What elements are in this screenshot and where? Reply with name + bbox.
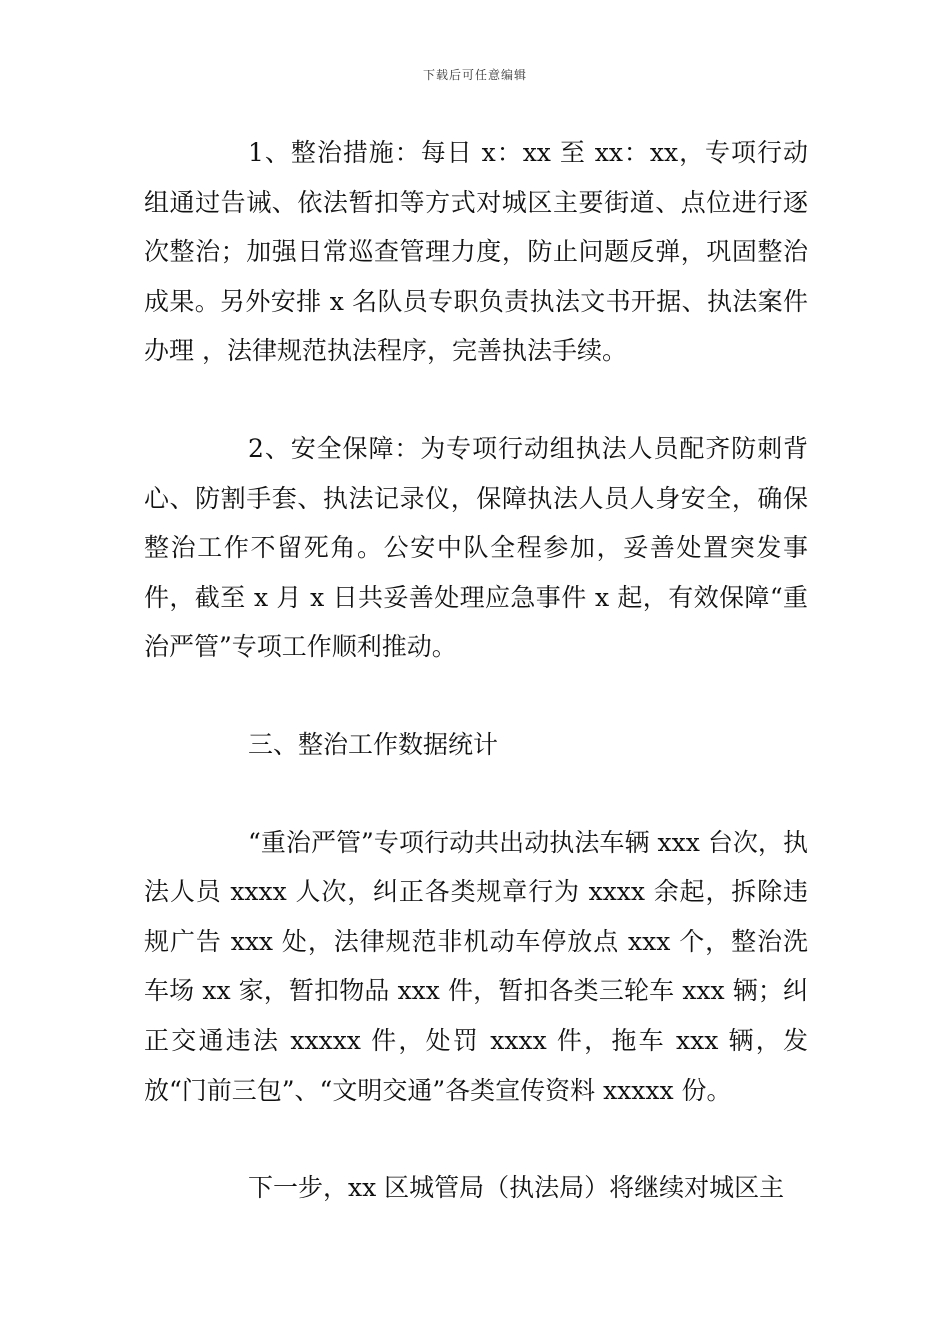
page-header: 下载后可任意编辑 <box>422 68 527 82</box>
document-body <box>144 128 808 1213</box>
paragraph-next-step: 下一步，xx 区城管局（执法局）将继续对城区主 <box>248 1173 785 1203</box>
section-heading: 三、整治工作数据统计 <box>248 729 499 759</box>
paragraph-statistics: “重治严管”专项行动共出动执法车辆 xxx 台次，执法人员 xxxx 人次，纠正各类规章行为 xxxx 余起，拆除违规广告 xxx 处，法律规范非机动车停放点 xxx 个，整治洗车场 xx 家，暂扣物品 xxx 件，暂扣各类三轮车 xxx 辆；纠正交通违法 xxxxx 件，处罚 xxxx 件，拖车 xxx 辆，发放“门前三包”、“文明交通”各类宣传资料 xxxxx 份。 <box>144 827 808 1105</box>
paragraph-measures: 1、整治措施：每日 x：xx 至 xx：xx，专项行动组通过告诫、依法暂扣等方式对城区主要街道、点位进行逐次整治；加强日常巡查管理力度，防止问题反弹，巩固整治成果。另外安排 x 名队员专职负责执法文书开据、执法案件办理 ，法律规范执法程序，完善执法手续。 <box>144 138 808 366</box>
paragraph-gap <box>144 770 808 818</box>
paragraph-safety: 2、安全保障：为专项行动组执法人员配齐防刺背心、防割手套、执法记录仪，保障执法人员人身安全，确保整治工作不留死角。公安中队全程参加，妥善处置突发事件，截至 x 月 x 日共妥善处理应急事件 x 起，有效保障“重治严管”专项工作顺利推动。 <box>144 433 808 662</box>
paragraph-gap <box>144 1115 808 1163</box>
paragraph-gap <box>144 376 808 424</box>
paragraph-gap <box>144 672 808 720</box>
